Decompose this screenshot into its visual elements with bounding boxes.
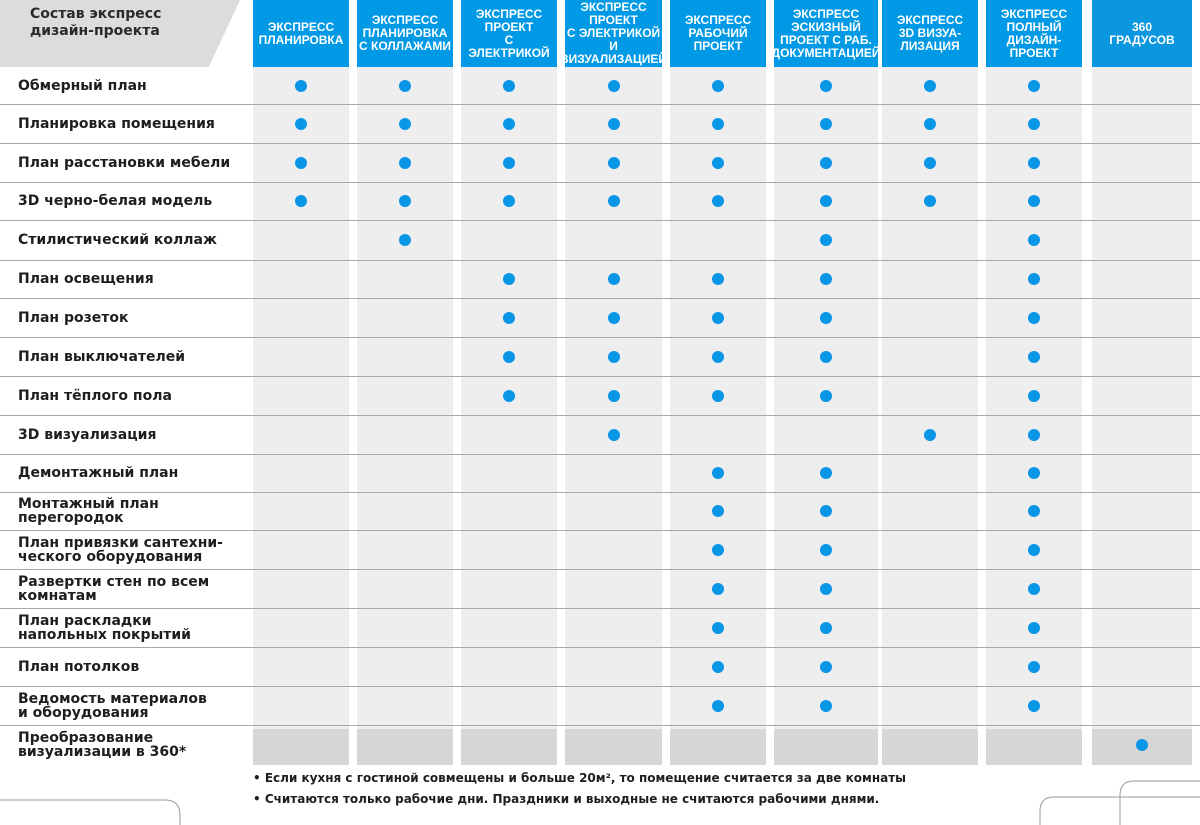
row-label: [18, 686, 243, 725]
included-dot: [820, 273, 832, 285]
column-header: [560, 0, 667, 67]
column-background-tail: [565, 729, 662, 765]
table-title-text: Состав экспресс дизайн-проекта: [30, 6, 162, 39]
included-dot: [712, 312, 724, 324]
column-header: [461, 0, 557, 67]
row-label: [18, 492, 243, 530]
column-header-label: ЭКСПРЕСС ПЛАНИРОВКА: [258, 19, 344, 47]
included-dot: [1136, 739, 1148, 751]
included-dot: [399, 195, 411, 207]
included-dot: [712, 661, 724, 673]
column-background-tail: [461, 729, 557, 765]
footnote-working-days: • Считаются только рабочие дни. Праздники и выходные не считаются рабочими днями.: [253, 792, 880, 806]
row-label-text: Развертки стен по всем комнатам: [18, 573, 210, 604]
included-dot: [503, 351, 515, 363]
included-dot: [608, 195, 620, 207]
column-header-label: ЭКСПРЕСС ПЛАНИРОВКА С КОЛЛАЖАМИ: [359, 13, 451, 53]
column-header-label: ЭКСПРЕСС ПРОЕКТ С ЭЛЕКТРИКОЙ: [468, 6, 550, 60]
included-dot: [503, 195, 515, 207]
column-background-tail: [357, 729, 453, 765]
row-label-text: 3D визуализация: [18, 426, 157, 443]
included-dot: [820, 118, 832, 130]
column-header-label: ЭКСПРЕСС 3D ВИЗУА- ЛИЗАЦИЯ: [896, 13, 964, 53]
included-dot: [1028, 544, 1040, 556]
included-dot: [1028, 505, 1040, 517]
included-dot: [295, 195, 307, 207]
included-dot: [399, 157, 411, 169]
included-dot: [295, 118, 307, 130]
row-label-text: План освещения: [18, 271, 154, 287]
row-label-text: План привязки сантехни- ческого оборудования: [18, 534, 223, 565]
included-dot: [820, 583, 832, 595]
included-dot: [1028, 273, 1040, 285]
included-dot: [712, 351, 724, 363]
included-dot: [608, 390, 620, 402]
column-header: [357, 0, 453, 67]
included-dot: [820, 700, 832, 712]
column-header: [1092, 0, 1192, 67]
row-label: [18, 376, 243, 415]
included-dot: [712, 118, 724, 130]
row-label-text: 3D черно-белая модель: [18, 193, 213, 209]
included-dot: [820, 351, 832, 363]
column-header-label: ЭКСПРЕСС РАБОЧИЙ ПРОЕКТ: [684, 13, 752, 53]
row-label: [18, 260, 243, 298]
included-dot: [712, 157, 724, 169]
included-dot: [1028, 583, 1040, 595]
included-dot: [820, 312, 832, 324]
column-header: [986, 0, 1082, 67]
footnote-kitchen: • Если кухня с гостиной совмещены и больше 20м², то помещение считается за две комнаты: [253, 771, 907, 785]
included-dot: [820, 195, 832, 207]
included-dot: [1028, 429, 1040, 441]
included-dot: [712, 390, 724, 402]
included-dot: [820, 544, 832, 556]
column-header: [882, 0, 978, 67]
included-dot: [924, 195, 936, 207]
included-dot: [924, 80, 936, 92]
decorative-corner-line-left: [0, 795, 185, 825]
row-label: [18, 608, 243, 647]
included-dot: [1028, 195, 1040, 207]
row-label: [18, 143, 243, 182]
row-label-text: План потолков: [18, 658, 140, 675]
included-dot: [1028, 118, 1040, 130]
row-label: [18, 182, 243, 220]
included-dot: [820, 622, 832, 634]
included-dot: [608, 351, 620, 363]
included-dot: [1028, 700, 1040, 712]
included-dot: [1028, 312, 1040, 324]
decorative-corner-line-right: [1010, 775, 1200, 825]
column-background: [461, 67, 557, 765]
column-header-label: ЭКСПРЕСС ПРОЕКТ С ЭЛЕКТРИКОЙ И ВИЗУАЛИЗАЦИЕЙ: [560, 0, 667, 66]
row-label: [18, 569, 243, 608]
included-dot: [1028, 80, 1040, 92]
column-background-tail: [253, 729, 349, 765]
row-label: [18, 415, 243, 454]
column-background: [253, 67, 349, 765]
column-background: [882, 67, 978, 765]
column-header: [771, 0, 881, 67]
included-dot: [820, 157, 832, 169]
row-label: [18, 454, 243, 492]
row-label: [18, 647, 243, 686]
included-dot: [1028, 351, 1040, 363]
included-dot: [1028, 234, 1040, 246]
included-dot: [503, 312, 515, 324]
column-background: [357, 67, 453, 765]
row-label-text: Стилистический коллаж: [18, 232, 217, 248]
column-background-tail: [882, 729, 978, 765]
included-dot: [608, 80, 620, 92]
included-dot: [924, 157, 936, 169]
included-dot: [399, 118, 411, 130]
included-dot: [295, 80, 307, 92]
included-dot: [820, 467, 832, 479]
column-header-label: 360 ГРАДУСОВ: [1109, 19, 1175, 47]
included-dot: [820, 505, 832, 517]
column-background: [565, 67, 662, 765]
included-dot: [1028, 157, 1040, 169]
row-label-text: План расстановки мебели: [18, 154, 231, 171]
included-dot: [712, 467, 724, 479]
included-dot: [399, 234, 411, 246]
included-dot: [503, 118, 515, 130]
included-dot: [1028, 390, 1040, 402]
included-dot: [712, 273, 724, 285]
included-dot: [608, 429, 620, 441]
row-label: [18, 725, 243, 765]
row-label-text: План выключателей: [18, 348, 186, 365]
included-dot: [503, 157, 515, 169]
column-header: [670, 0, 766, 67]
included-dot: [712, 622, 724, 634]
included-dot: [608, 157, 620, 169]
included-dot: [924, 429, 936, 441]
included-dot: [295, 157, 307, 169]
row-label: [18, 530, 243, 569]
included-dot: [820, 661, 832, 673]
included-dot: [712, 700, 724, 712]
row-label: [18, 67, 243, 104]
column-background-tail: [670, 729, 766, 765]
row-label-text: Демонтажный план: [18, 465, 179, 481]
included-dot: [820, 234, 832, 246]
row-label: [18, 104, 243, 143]
row-label: [18, 298, 243, 337]
row-label-text: План раскладки напольных покрытий: [18, 612, 191, 643]
row-label-text: План розеток: [18, 309, 129, 326]
row-label: [18, 220, 243, 260]
row-label-text: Обмерный план: [18, 77, 147, 94]
column-header-label: ЭКСПРЕСС ПОЛНЫЙ ДИЗАЙН- ПРОЕКТ: [1000, 6, 1068, 60]
included-dot: [608, 312, 620, 324]
included-dot: [608, 118, 620, 130]
column-background-tail: [986, 729, 1082, 765]
table-title: [30, 6, 220, 40]
column-header-label: ЭКСПРЕСС ЭСКИЗНЫЙ ПРОЕКТ С РАБ. ДОКУМЕНТАЦИЕЙ: [771, 6, 881, 60]
row-label-text: Ведомость материалов и оборудования: [18, 690, 207, 721]
included-dot: [712, 80, 724, 92]
included-dot: [503, 80, 515, 92]
included-dot: [1028, 622, 1040, 634]
row-label: [18, 337, 243, 376]
included-dot: [820, 390, 832, 402]
included-dot: [924, 118, 936, 130]
row-label-text: Монтажный план перегородок: [18, 496, 159, 526]
included-dot: [503, 390, 515, 402]
included-dot: [608, 273, 620, 285]
included-dot: [1028, 467, 1040, 479]
included-dot: [399, 80, 411, 92]
row-label-text: План тёплого пола: [18, 387, 172, 404]
row-label-text: Преобразование визуализации в 360*: [18, 730, 187, 760]
included-dot: [712, 505, 724, 517]
column-header: [253, 0, 349, 67]
included-dot: [712, 544, 724, 556]
column-background: [1092, 67, 1192, 765]
included-dot: [820, 80, 832, 92]
included-dot: [1028, 661, 1040, 673]
included-dot: [712, 583, 724, 595]
row-label-text: Планировка помещения: [18, 115, 215, 132]
included-dot: [712, 195, 724, 207]
included-dot: [503, 273, 515, 285]
column-background-tail: [774, 729, 878, 765]
